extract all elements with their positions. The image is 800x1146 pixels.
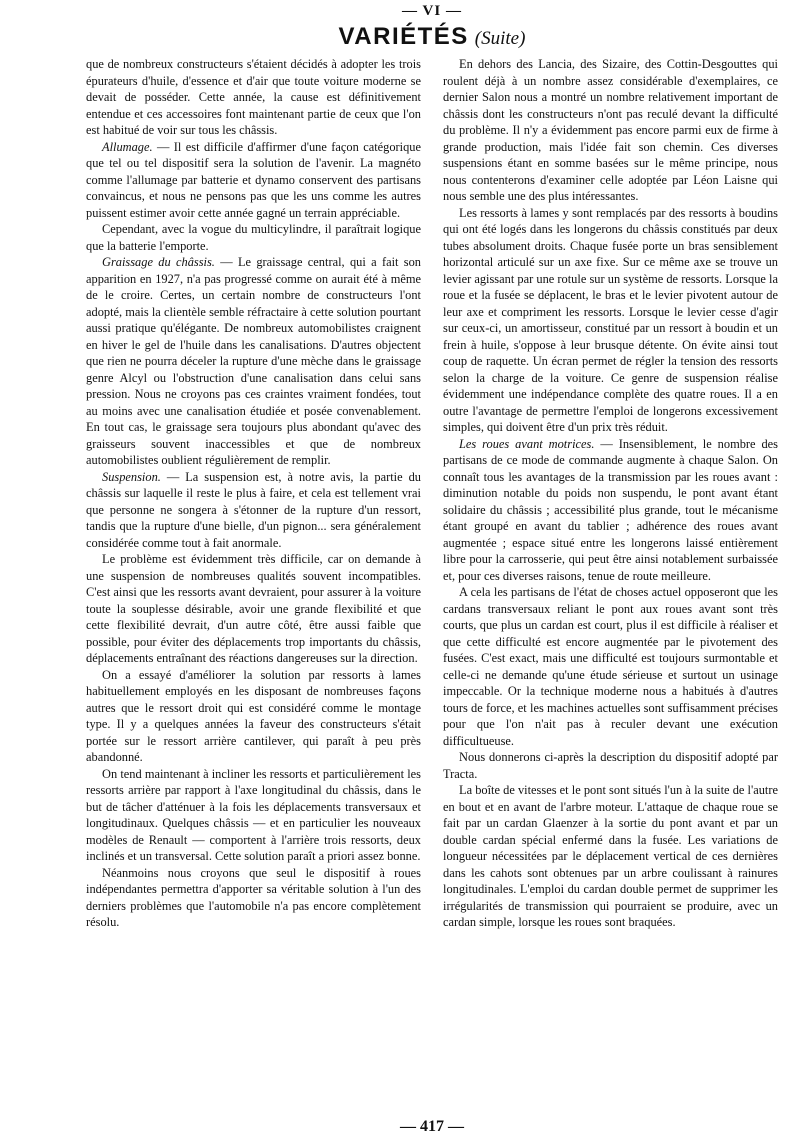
section-title: VARIÉTÉS	[338, 23, 469, 50]
right-column	[443, 56, 778, 931]
page-number: — 417 —	[400, 1118, 464, 1135]
paragraph-lead: Suspension.	[102, 469, 161, 484]
paragraph-allumage: Allumage. — Il est difficile d'affirmer d'une façon catégorique que tel ou tel dispositif sera la solution de l'avenir. La magnéto comme l'allumage par batterie et dynamo conservent des partisans convaincus, et nous ne pensons pas que les uns comme les autres puissent estimer avoir cette année gagné un terrain appréciable.	[86, 139, 421, 220]
paragraph: La boîte de vitesses et le pont sont situés l'un à la suite de l'autre en bout et en avant de l'arbre moteur. L'attaque de chaque roue se fait par un cardan Glaenzer à la sortie du pont avant et par un double cardan spécial enfermé dans la fusée. Les variations de longueur nécessitées par le déplacement vertical de ces dernières dans les cahots sont obtenues par un arbre coulissant à rainures longitudinales. L'emploi du cardan double permet de supprimer les irrégularités de transmission qui pourraient se produire, avec un cardan simple, lorsque les roues sont braquées.	[443, 783, 778, 929]
paragraph: A cela les partisans de l'état de choses actuel opposeront que les cardans transversaux reliant le pont aux roues avant sont très courts, que plus un cardan est court, plus il est difficile à réaliser et que cette difficulté est encore augmentée par le pivotement des fusées. C'est exact, mais une difficulté est toujours surmontable et celle-ci ne demande qu'une étude sérieuse et surtout un usinage impeccable. Or la technique moderne nous a habitués à d'autres tours de force, et les machines actuelles sont suffisamment précises pour que l'on n'ait pas à reculer devant une exécution difficultueuse.	[443, 585, 778, 748]
paragraph: que de nombreux constructeurs s'étaient décidés à adopter les trois épurateurs d'huile, d'essence et d'air que toute voiture moderne se devait de posséder. Cette année, la cause est définitivement entendue et ces accessoires font maintenant partie de ceux que l'on est habitué de voir sur tous les châssis.	[86, 57, 421, 137]
text-columns	[86, 56, 778, 931]
paragraph: On a essayé d'améliorer la solution par ressorts à lames habituellement employés en les disposant de nombreuses façons autres que le ressort droit qui est considéré comme le montage type. Il y a quelques années la faveur des constructeurs s'était portée sur le ressort arrière cantilever, qui paraît à peu près abandonné.	[86, 667, 421, 764]
paragraph-roues-avant: Les roues avant motrices. — Insensiblement, le nombre des partisans de ce mode de commande augmente à chaque Salon. On connaît tous les avantages de la transmission par les roues avant : diminution notable du poids non suspendu, le pont avant étant solidaire du châssis ; accessibilité plus grande, tout le mécanisme étant groupé en avant du tablier ; adhérence des roues avant augmentée ; espace situé entre les longerons laissé entièrement libre pour la carrosserie, qui peut être ainsi notablement surbaissée et, pour ces diverses raisons, tenue de route meilleure.	[443, 436, 778, 583]
paragraph: Cependant, avec la vogue du multicylindre, il paraîtrait logique que la batterie l'emporte.	[86, 222, 421, 253]
paragraph-graissage: Graissage du châssis. — Le graissage central, qui a fait son apparition en 1927, n'a pas progressé comme on aurait été à même de le croire. Certes, un certain nombre de constructeurs l'ont adopté, mais la clientèle semble réfractaire à cette solution pourtant aussi pratique qu'élégante. De nombreux automobilistes craignent en hiver le gel de l'huile dans les canalisations. D'autres objectent que rien ne pourra déceler la rupture d'une mèche dans le graissage genre Alcyl ou l'obstruction d'une canalisation dans celui sans pression. Nous ne croyons pas ces craintes vraiment fondées, tout au moins avec une canalisation étudiée et posée convenablement. En tout cas, le graissage sera toujours plus abondant qu'avec des graisseurs souvent inaccessibles et que de nombreux automobilistes oublient régulièrement de remplir.	[86, 255, 421, 467]
left-column	[86, 56, 421, 931]
paragraph: Néanmoins nous croyons que seul le dispositif à roues indépendantes permettra d'apporter sa véritable solution à l'un des derniers problèmes que l'automobile n'a pas encore complètement résolu.	[86, 865, 421, 929]
paragraph-suspension: Suspension. — La suspension est, à notre avis, la partie du châssis sur laquelle il reste le plus à faire, et cela est tellement vrai que personne ne songera à s'étonner de la rupture d'un ressort, tandis que la rupture d'une bielle, d'un pignon... sera généralement considérée comme tout à fait anormale.	[86, 469, 421, 550]
paragraph: Le problème est évidemment très difficile, car on demande à une suspension de nombreuses qualités souvent incompatibles. C'est ainsi que les ressorts avant devraient, pour assurer à la voiture toute la souplesse désirable, avoir une grande flexibilité et que cette flexibilité devrait, d'un autre côté, être aussi faible que possible, pour éviter des déplacements trop importants du châssis, déplacements entraînant des réactions dangereuses sur la direction.	[86, 552, 421, 665]
paragraph-lead: Les roues avant motrices.	[459, 436, 595, 451]
section-folio: — VI —	[402, 3, 462, 19]
section-subtitle: (Suite)	[474, 28, 526, 49]
paragraph: Les ressorts à lames y sont remplacés par des ressorts à boudins qui ont été logés dans les longerons du châssis constitués par deux tubes absolument droits. Chaque fusée porte un bras sensiblement horizontal articulé sur un axe fixe. Sur ce même axe se trouve un levier agissant par une rotule sur un système de ressorts. Lorsque la roue et la fusée se déplacent, le bras et le levier pivotent autour de leur axe et compriment les ressorts. Lorsque le levier cesse d'agir sur ceux-ci, un amortisseur, constitué par un ressort à boudin et un frein à huile, s'oppose à leur brusque détente. On évite ainsi tout coup de raquette. Un écran permet de régler la tension des ressorts selon la charge de la voiture. Ce genre de suspension réalise évidemment une indépendance complète des quatre roues. Il a en outre l'avantage de permettre l'emploi de longerons excessivement simples, qui doivent être d'un prix très réduit.	[443, 205, 778, 434]
paragraph-lead: Graissage du châssis.	[102, 255, 215, 269]
paragraph: Nous donnerons ci-après la description du dispositif adopté par Tracta.	[443, 750, 778, 781]
paragraph-lead: Allumage.	[102, 139, 153, 154]
page-heading	[86, 23, 778, 53]
paragraph: En dehors des Lancia, des Sizaire, des Cottin-Desgouttes qui roulent déjà à un nombre assez considérable d'exemplaires, ce dernier Salon nous a montré un nombre relativement important de châssis dont les constructeurs n'ont pas reculé devant la difficulté du problème. Il n'y a évidemment pas encore parmi eux de firme à grande production, mais l'idée fait son chemin. Ces diverses suspensions étant en somme basées sur le même principe, nous nous contenterons d'examiner celle adoptée par Léon Laisne qui nous semble une des plus intéressantes.	[443, 57, 778, 203]
paragraph: On tend maintenant à incliner les ressorts et particulièrement les ressorts arrière par rapport à l'axe longitudinal du châssis, dans le but de tâcher d'atténuer à la fois les déplacements transversaux et longitudinaux. Quelques châssis — et en particulier les nouveaux modèles de Renault — comportent à l'arrière trois ressorts, deux inclinés et un transversal. Cette solution paraît a priori assez bonne.	[86, 766, 421, 863]
